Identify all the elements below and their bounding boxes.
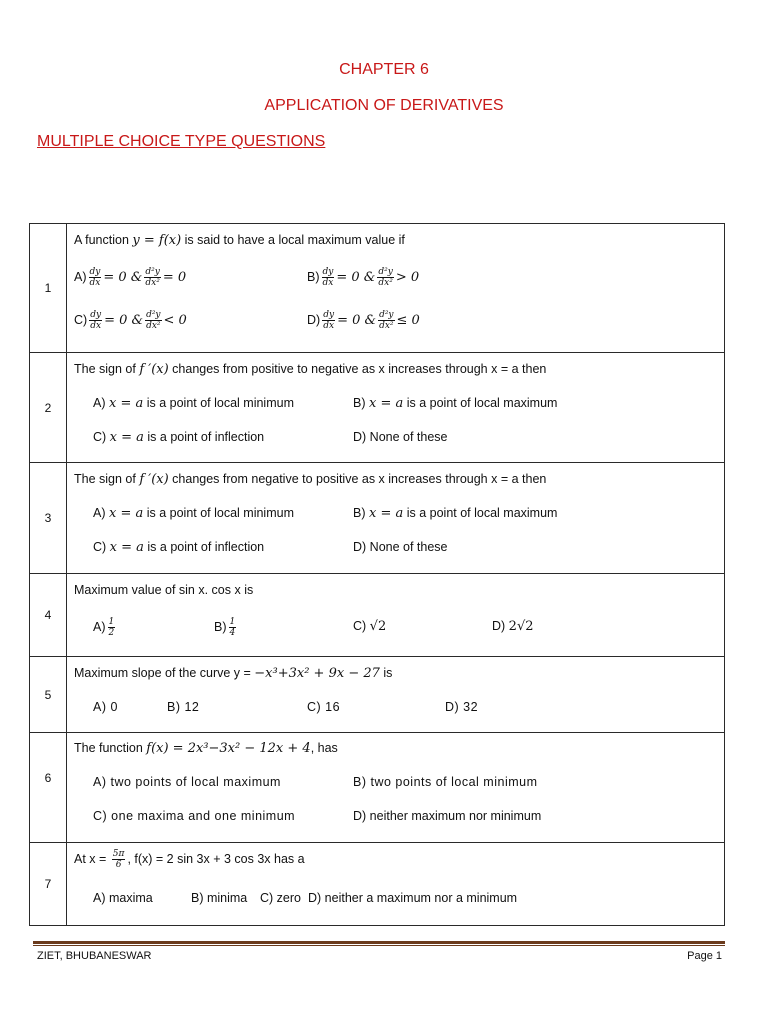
question-number: 2 xyxy=(30,353,67,463)
option-d: D) None of these xyxy=(353,540,448,554)
footer-institution: ZIET, BHUBANESWAR xyxy=(37,950,152,962)
question-cell xyxy=(67,224,725,353)
option-a: A) x = a is a point of local minimum xyxy=(93,506,294,521)
question-row xyxy=(30,733,725,843)
page-number: Page 1 xyxy=(687,950,722,962)
question-row xyxy=(30,353,725,463)
option-a: A) 0 xyxy=(93,700,118,714)
question-row xyxy=(30,463,725,574)
question-cell xyxy=(67,733,725,843)
question-cell xyxy=(67,843,725,926)
option-d: D) neither maximum nor minimum xyxy=(353,809,542,823)
question-number: 5 xyxy=(30,657,67,733)
question-number: 3 xyxy=(30,463,67,574)
option-b: B) x = a is a point of local maximum xyxy=(353,396,558,411)
option-a: A) $\frac{dy}{dx}$ = 0 & $\frac{\text{d²y}}{\text{dx²}}$ = 0 xyxy=(74,267,187,288)
option-a: A) two points of local maximum xyxy=(93,775,281,789)
footer-rule-thin xyxy=(33,945,725,946)
option-c: C) 16 xyxy=(307,700,341,714)
question-row xyxy=(30,224,725,353)
option-a: A) $\frac{1}{2}$ xyxy=(93,617,115,638)
question-cell xyxy=(67,463,725,574)
option-d: D) None of these xyxy=(353,430,448,444)
question-row xyxy=(30,574,725,657)
question-number: 1 xyxy=(30,224,67,353)
option-c: C) $\frac{dy}{dx}$ = 0 & $\frac{\text{d²y}}{\text{dx²}}$ < 0 xyxy=(74,310,187,331)
option-b: B) 12 xyxy=(167,700,200,714)
question-row xyxy=(30,843,725,926)
chapter-title: APPLICATION OF DERIVATIVES xyxy=(264,97,504,114)
option-d: D) neither a maximum nor a minimum xyxy=(308,891,518,905)
footer-rule xyxy=(33,941,725,944)
question-text: The sign of f ′(x) changes from positive to negative as x increases through x = a then xyxy=(74,362,547,377)
option-c: C) one maxima and one minimum xyxy=(93,809,296,823)
question-text: The function f(x) = 2x³−3x² − 12x + 4, has xyxy=(74,741,338,756)
option-b: B) $\frac{1}{4}$ xyxy=(214,617,236,638)
option-c: C) x = a is a point of inflection xyxy=(93,540,265,555)
question-text: The sign of f ′(x) changes from negative to positive as x increases through x = a then xyxy=(74,472,547,487)
question-cell xyxy=(67,574,725,657)
question-number: 6 xyxy=(30,733,67,843)
question-row xyxy=(30,657,725,733)
option-c: C) x = a is a point of inflection xyxy=(93,430,265,445)
question-text: Maximum slope of the curve y = −x³+3x² + 9x − 27 is xyxy=(74,666,393,681)
option-b: B) two points of local minimum xyxy=(353,775,538,789)
option-d: D) $\frac{dy}{dx}$ = 0 & $\frac{\text{d²y}}{\text{dx²}}$ ≤ 0 xyxy=(307,310,420,331)
question-text: At x = $\frac{5\pi}{6}$ , f(x) = 2 sin 3x + 3 cos 3x has a xyxy=(74,849,305,870)
questions-table xyxy=(29,223,725,926)
option-b: B) x = a is a point of local maximum xyxy=(353,506,558,521)
option-a: A) maxima xyxy=(93,891,153,905)
section-heading: MULTIPLE CHOICE TYPE QUESTIONS xyxy=(37,133,326,150)
question-cell xyxy=(67,657,725,733)
option-d: D) 32 xyxy=(445,700,479,714)
question-number: 7 xyxy=(30,843,67,926)
option-b: B) $\frac{dy}{dx}$ = 0 & $\frac{\text{d²y}}{\text{dx²}}$ > 0 xyxy=(307,267,420,288)
question-number: 4 xyxy=(30,574,67,657)
option-d: D) 2√2 xyxy=(492,619,534,634)
question-text: Maximum value of sin x. cos x is xyxy=(74,583,254,597)
option-c: C) √2 xyxy=(353,619,387,634)
question-text: A function y = f(x) is said to have a local maximum value if xyxy=(74,233,405,248)
option-c: C) zero xyxy=(260,891,301,905)
option-b: B) minima xyxy=(191,891,248,905)
option-a: A) x = a is a point of local minimum xyxy=(93,396,294,411)
chapter-heading: CHAPTER 6 xyxy=(339,61,429,78)
question-cell xyxy=(67,353,725,463)
